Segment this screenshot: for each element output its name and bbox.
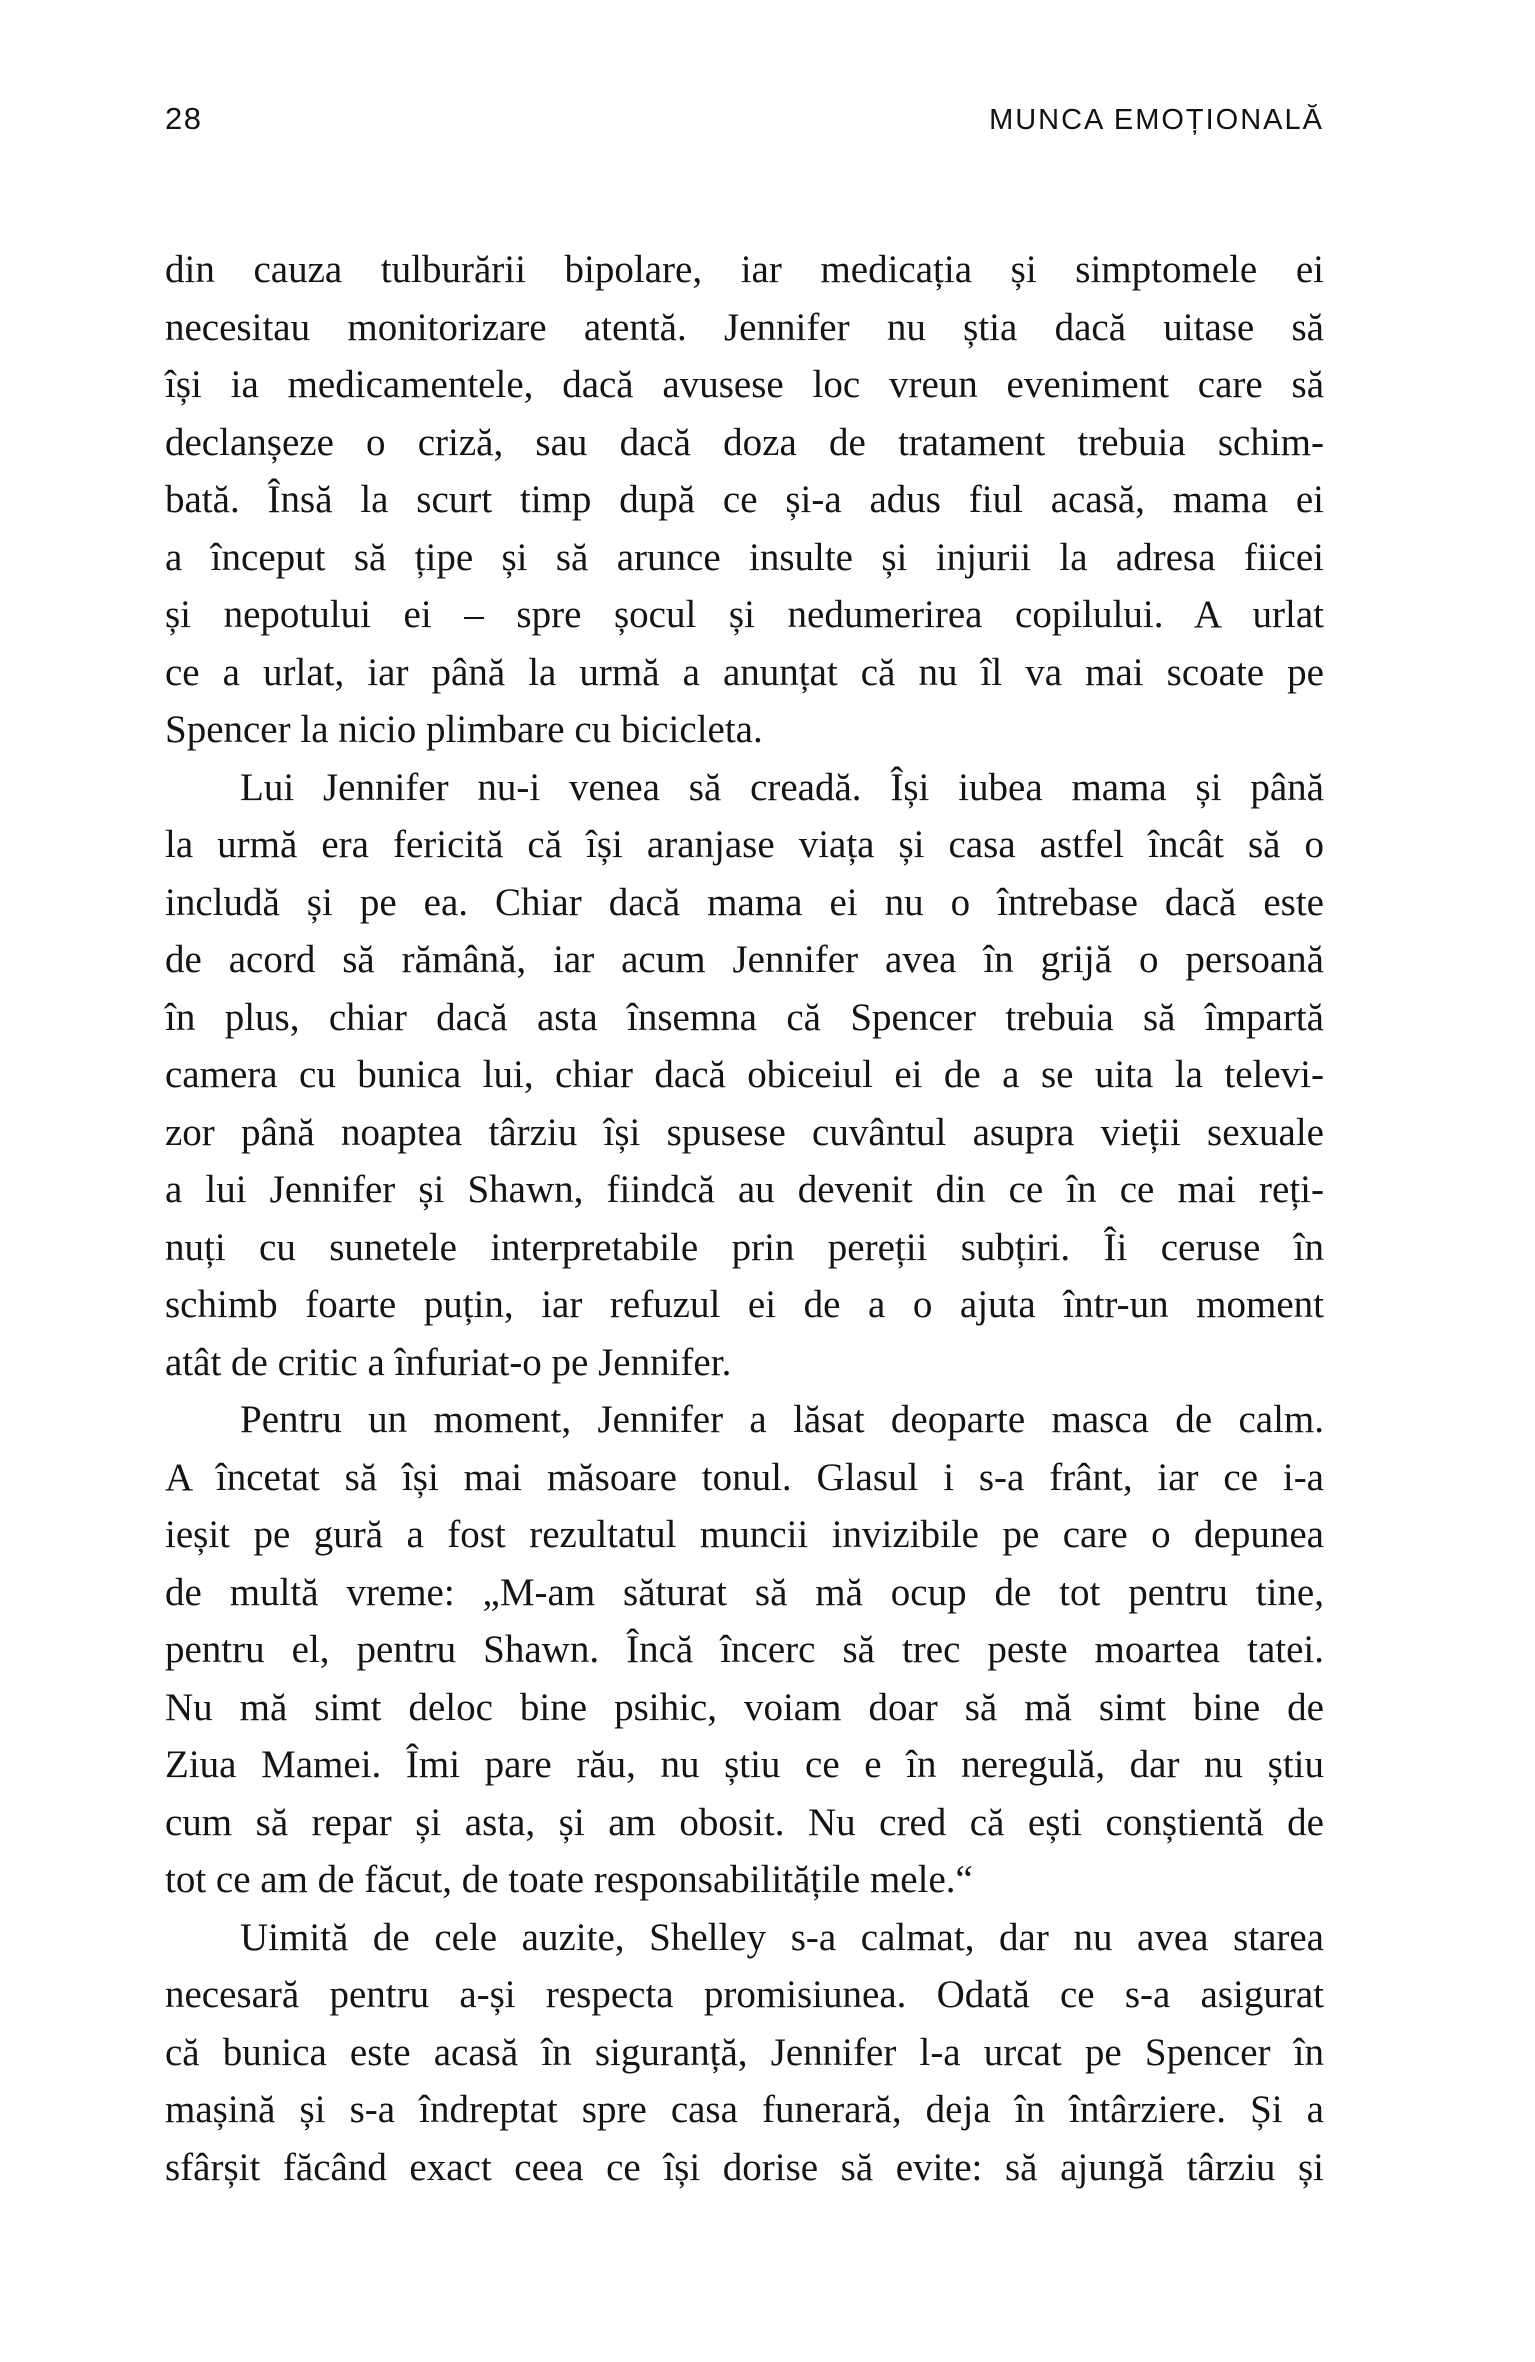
text-line: mașină și s-a îndreptat spre casa funerară, deja în întârziere. Și a (165, 2088, 1324, 2131)
text-line: și nepotului ei – spre șocul și nedumerirea copilului. A urlat (165, 593, 1324, 636)
text-line: Nu mă simt deloc bine psihic, voiam doar să mă simt bine de (165, 1685, 1324, 1729)
text-line: schimb foarte puțin, iar refuzul ei de a o ajuta într-un moment (165, 1283, 1324, 1326)
text-line: declanșeze o criză, sau dacă doza de tratament trebuia schim- (165, 420, 1324, 464)
text-line: tot ce am de făcut, de toate responsabilitățile mele.“ (165, 1858, 973, 1901)
text-line: nuți cu sunetele interpretabile prin pereții subțiri. Îi ceruse în (165, 1225, 1324, 1269)
text-line: sfârșit făcând exact ceea ce își dorise să evite: să ajungă târziu și (165, 2145, 1324, 2189)
text-line: de multă vreme: „M-am săturat să mă ocup de tot pentru tine, (165, 1570, 1324, 1614)
text-line: camera cu bunica lui, chiar dacă obiceiul ei de a se uita la televi- (165, 1053, 1324, 1096)
text-line: ieșit pe gură a fost rezultatul muncii invizibile pe care o depunea (165, 1513, 1324, 1556)
text-line: Lui Jennifer nu-i venea să creadă. Își iubea mama și până (240, 765, 1324, 809)
text-line: își ia medicamentele, dacă avusese loc vreun eveniment care să (165, 363, 1324, 406)
text-line: la urmă era fericită că își aranjase viața și casa astfel încât să o (165, 823, 1324, 866)
text-line: Pentru un moment, Jennifer a lăsat deoparte masca de calm. (240, 1398, 1324, 1441)
running-title: MUNCA EMOȚIONALĂ (989, 104, 1324, 136)
text-line: din cauza tulburării bipolare, iar medicația și simptomele ei (165, 248, 1324, 291)
text-line: ce a urlat, iar până la urmă a anunțat că nu îl va mai scoate pe (165, 650, 1324, 694)
text-line: zor până noaptea târziu își spusese cuvântul asupra vieții sexuale (165, 1110, 1324, 1154)
text-line: în plus, chiar dacă asta însemna că Spencer trebuia să împartă (165, 995, 1324, 1039)
text-line: pentru el, pentru Shawn. Încă încerc să trec peste moartea tatei. (165, 1628, 1324, 1671)
text-line: atât de critic a înfuriat-o pe Jennifer. (165, 1340, 732, 1384)
text-line: că bunica este acasă în siguranță, Jennifer l-a urcat pe Spencer în (165, 2030, 1324, 2074)
text-line: cum să repar și asta, și am obosit. Nu cred că ești conștientă de (165, 1800, 1324, 1844)
text-line: Spencer la nicio plimbare cu bicicleta. (165, 708, 763, 751)
text-line: a lui Jennifer și Shawn, fiindcă au devenit din ce în ce mai reți- (165, 1168, 1324, 1211)
text-line: necesitau monitorizare atentă. Jennifer nu știa dacă uitase să (165, 305, 1324, 349)
text-line: A încetat să își mai măsoare tonul. Glasul i s-a frânt, iar ce i-a (165, 1455, 1324, 1499)
text-block (165, 241, 1324, 2196)
page-number: 28 (165, 101, 203, 136)
text-line: de acord să rămână, iar acum Jennifer avea în grijă o persoană (165, 938, 1324, 981)
text-line: bată. Însă la scurt timp după ce și-a adus fiul acasă, mama ei (165, 478, 1324, 521)
text-line: necesară pentru a-și respecta promisiunea. Odată ce s-a asigurat (165, 1973, 1324, 2016)
text-line: a început să țipe și să arunce insulte și injurii la adresa fiicei (165, 535, 1324, 579)
page-header (165, 101, 1324, 137)
text-line: Ziua Mamei. Îmi pare rău, nu știu ce e în neregulă, dar nu știu (165, 1743, 1324, 1786)
text-line: Uimită de cele auzite, Shelley s-a calmat, dar nu avea starea (240, 1915, 1324, 1959)
text-line: includă și pe ea. Chiar dacă mama ei nu o întrebase dacă este (165, 880, 1324, 924)
